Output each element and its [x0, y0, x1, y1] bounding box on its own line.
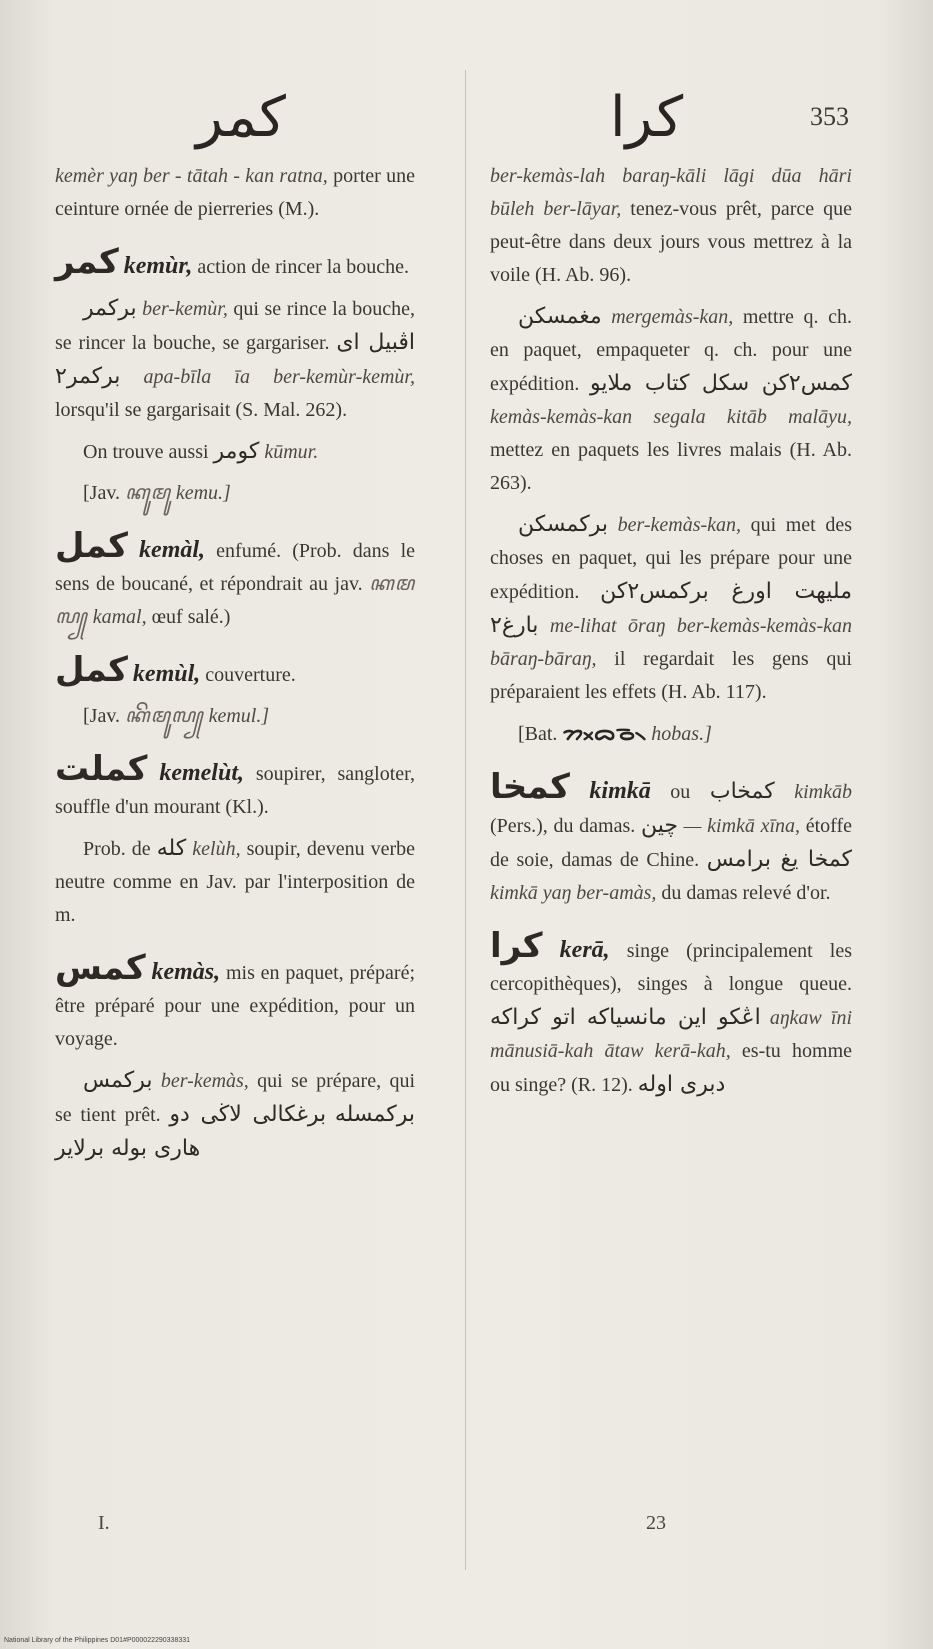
note-keluh: Prob. de كله kelùh, soupir, devenu verbe neutre comme en Jav. par l'interposition de m. [55, 836, 416, 926]
column-divider [465, 70, 466, 1570]
subentry-berkemur: بركمر ber-kemùr, qui se rince la bouche, se rincer la bouche, se gargariser. اڤبيل اى بركمر٢ apa-bīla īa ber-kemùr-kemùr, lorsqu'il se gargarisait (S. Mal. 262). [55, 296, 416, 421]
signature-mark: I. [98, 1512, 110, 1534]
javanese-ref-1: [Jav. ꦏꦸꦩꦸ kemu.] [83, 482, 231, 504]
sheet-number: 23 [646, 1512, 666, 1534]
entry-kemas: كمس kemàs, mis en paquet, préparé; être préparé pour une expédition, pour un voyage. [55, 948, 416, 1050]
entry-kera: كرا kerā, singe (principalement les cercopithèques), singes à longue queue. اڠكو اين مانسياكه اتو كراكه aŋkaw īni mānusiā-kah ātaw kerā-kah, es-tu homme ou singe? (R. 12). دبرى اوله [490, 926, 853, 1097]
right-headword: كرا [610, 85, 684, 150]
left-column [55, 160, 415, 1174]
entry-continuation-right: ber-kemàs-lah baraŋ-kāli lāgi dūa hāri būleh ber-lāyar, tenez-vous prêt, parce que peut-être dans deux jours vous mettrez à la voile (H. Ab. 96). [490, 165, 852, 286]
entry-kemul: كمل kemùl, couverture. [55, 650, 296, 690]
entry-kemur: كمر kemùr, action de rincer la bouche. [55, 242, 409, 282]
javanese-ref-2: [Jav. ꦏꦼꦩꦸꦭ꧀ kemul.] [83, 705, 270, 727]
library-stamp: National Library of the Philippines D01#P000022290338331 [4, 1637, 191, 1644]
entry-continuation: kemèr yaŋ ber - tātah - kan ratna, porter une ceinture ornée de pierreries (M.). [55, 165, 415, 220]
entry-kemelut: كملت kemelùt, soupirer, sangloter, souffle d'un mourant (Kl.). [55, 749, 416, 818]
subentry-mergemas: مغمسكن mergemàs-kan, mettre q. ch. en paquet, empaqueter q. ch. pour une expédition. كمس٢كن سكل كتاب ملايو kemàs-kemàs-kan segala kitāb malāyu, mettez en paquets les livres malais (H. Ab. 263). [490, 304, 852, 494]
subentry-berkemaskan: بركمسكن ber-kemàs-kan, qui met des choses en paquet, qui les prépare pour une expédition. مليهت اورغ بركمس٢كن بارغ٢ me-lihat ōraŋ ber-kemàs-kemàs-kan bāraŋ-bāraŋ, il regardait les gens qui préparaient les effets (H. Ab. 117). [490, 512, 852, 703]
left-headword: كمر [196, 85, 286, 150]
entry-kemal: كمل kemàl, enfumé. (Prob. dans le sens de boucané, et répondrait au jav. ꦏꦩꦭ꧀ kamal, œuf salé.) [55, 526, 416, 628]
page-number: 353 [810, 102, 849, 131]
entry-kimka: كمخا kimkā ou كمخاب kimkāb (Pers.), du damas. چين — kimkā xīna, étoffe de soie, damas de Chine. كمخا يغ برامس kimkā yaŋ ber-amàs, du damas relevé d'or. [490, 767, 853, 904]
right-column [490, 160, 852, 1110]
batak-ref: [Bat. ᯂᯬᯅᯉ᯲ hobas.] [518, 721, 712, 745]
subentry-berkemas: بركمس ber-kemàs, qui se prépare, qui se tient prêt. بركمسله برغكالى لاڬى دو هارى بوله برلاير [55, 1068, 416, 1161]
note-kumur: On trouve aussi كومر kūmur. [83, 439, 319, 464]
